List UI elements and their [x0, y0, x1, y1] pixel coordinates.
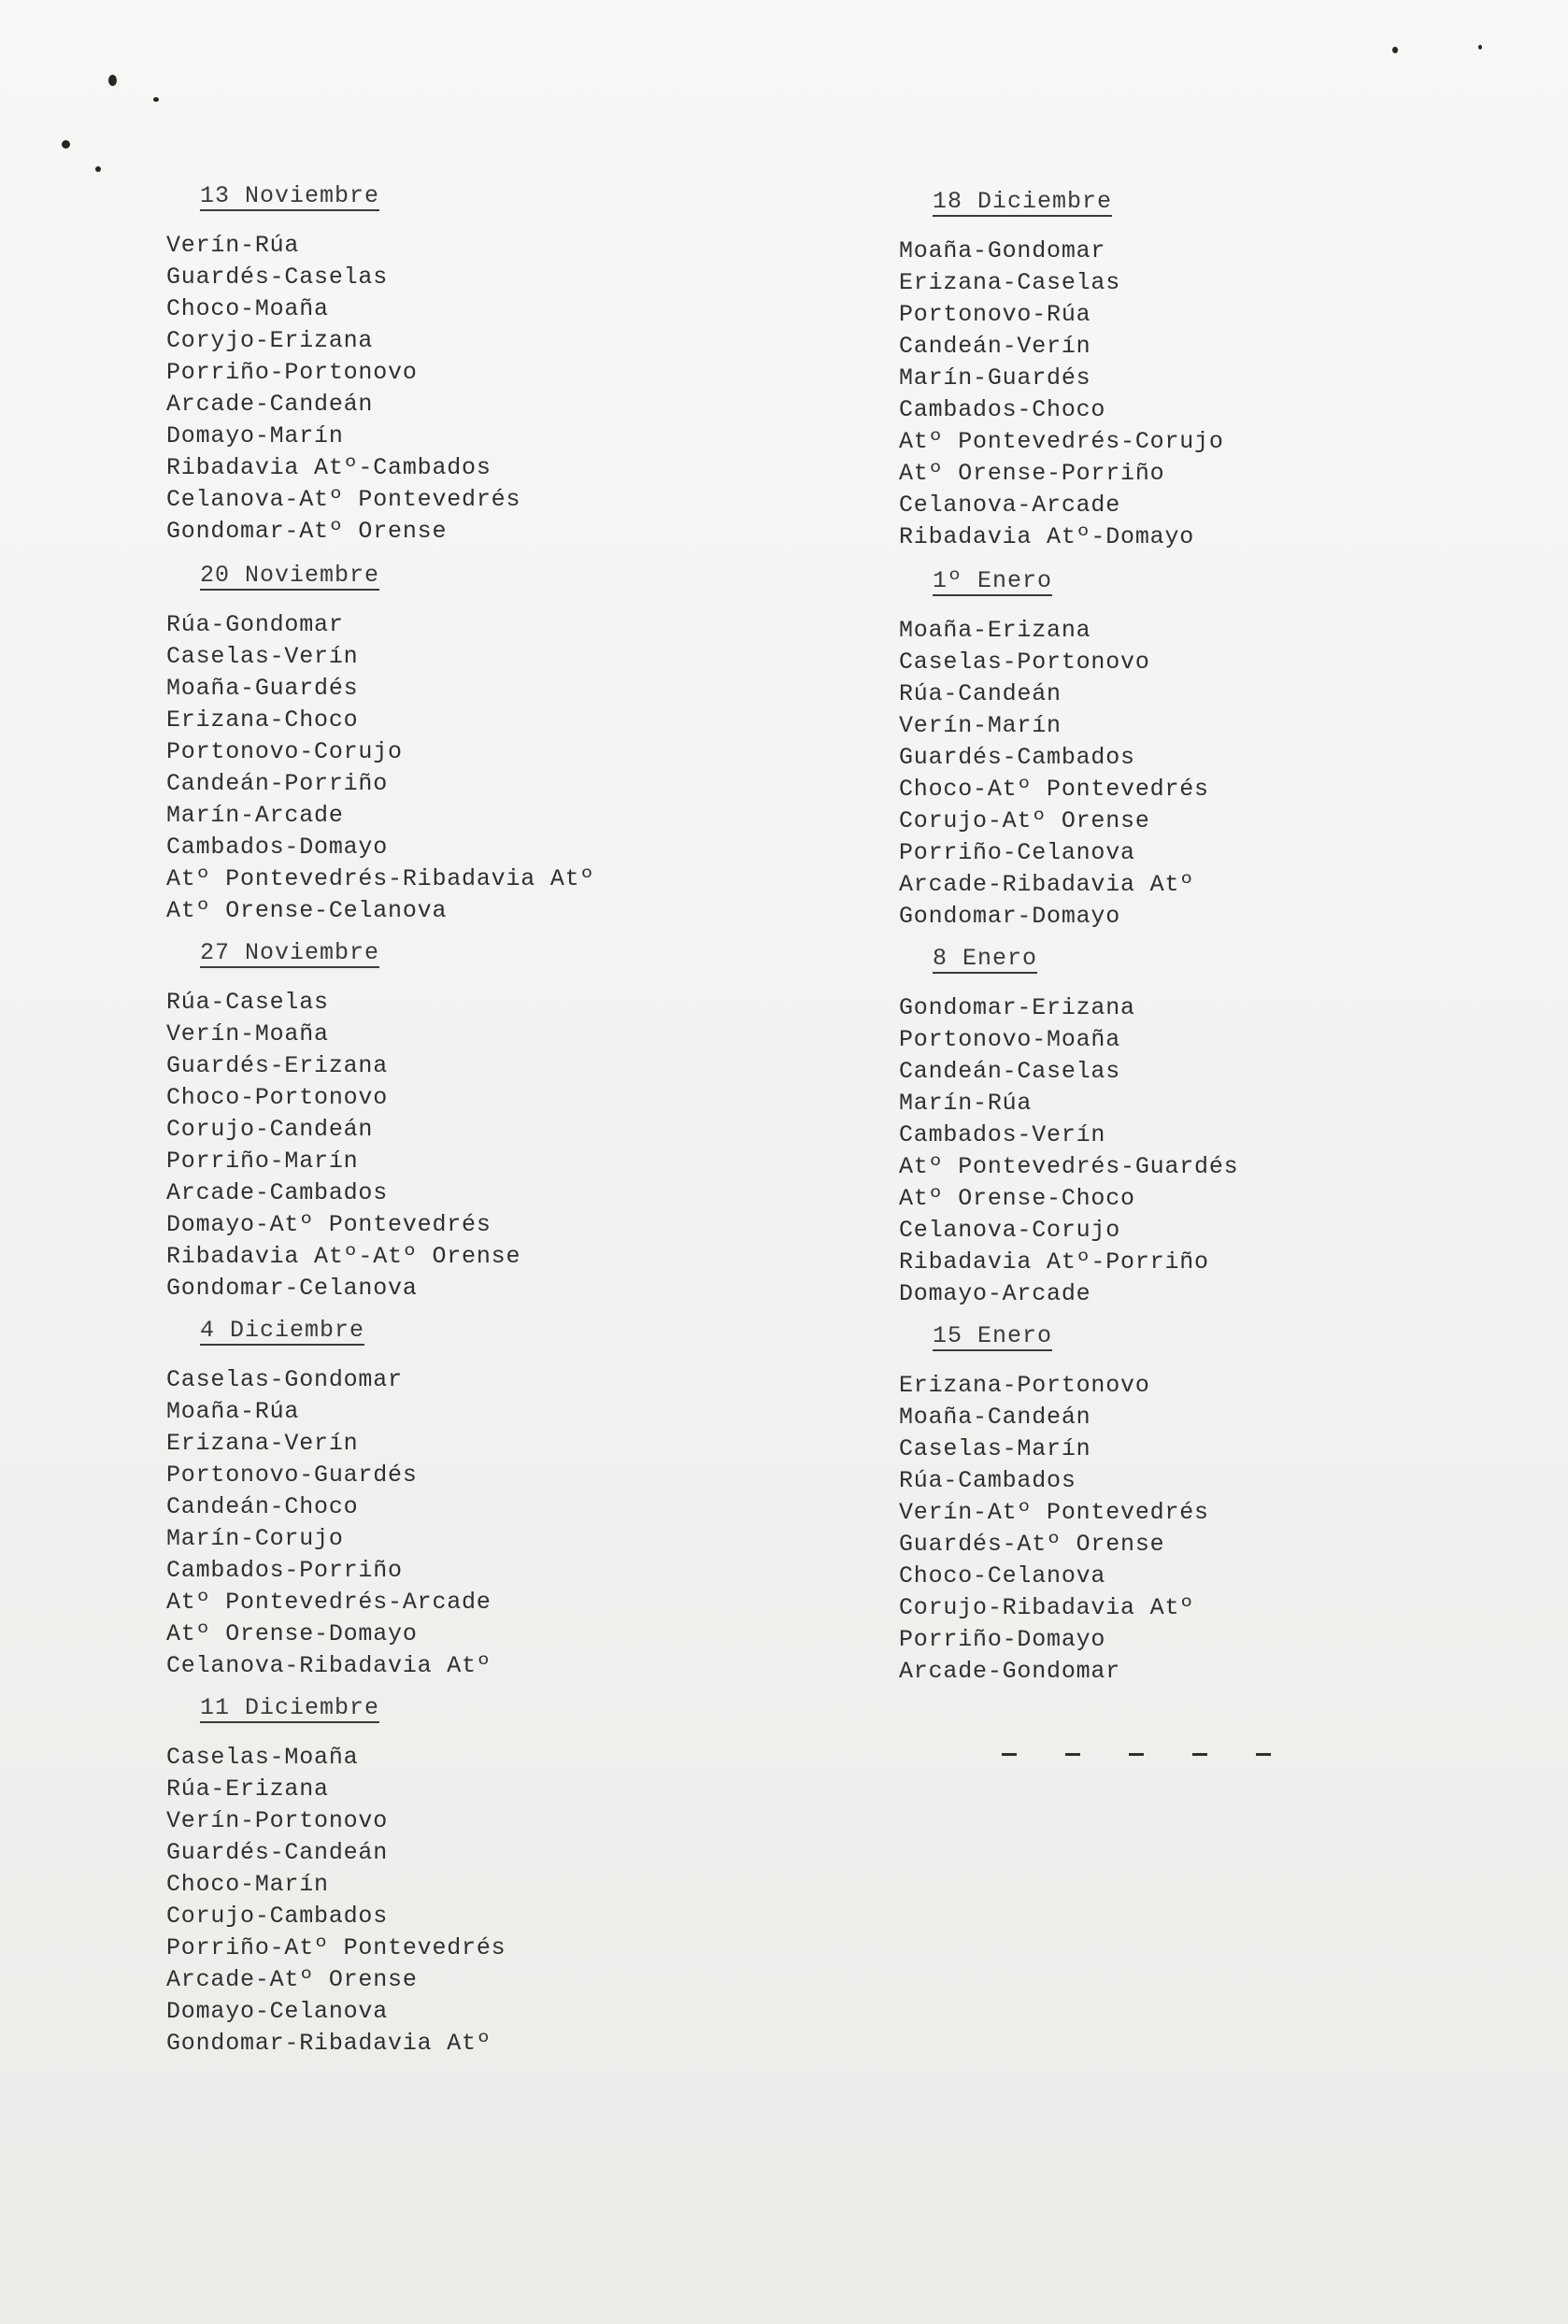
match-fixture: Corujo-Atº Orense — [899, 807, 1150, 834]
match-fixture: Porriño-Domayo — [899, 1626, 1106, 1653]
match-list — [166, 1364, 492, 1682]
match-list — [899, 1370, 1209, 1688]
match-fixture: Rúa-Caselas — [166, 989, 329, 1016]
match-fixture: Cambados-Verín — [899, 1121, 1106, 1148]
match-fixture: Erizana-Verín — [166, 1430, 359, 1457]
match-fixture: Celanova-Atº Pontevedrés — [166, 486, 521, 513]
match-fixture: Porriño-Portonovo — [166, 359, 418, 386]
match-fixture: Porriño-Atº Pontevedrés — [166, 1934, 506, 1961]
match-fixture: Portonovo-Guardés — [166, 1461, 418, 1489]
match-list — [899, 615, 1209, 933]
match-fixture: Choco-Marín — [166, 1871, 329, 1898]
match-fixture: Domayo-Atº Pontevedrés — [166, 1211, 492, 1238]
round-date-heading: 18 Diciembre — [933, 188, 1113, 215]
match-fixture: Arcade-Cambados — [166, 1179, 389, 1206]
match-fixture: Atº Pontevedrés-Arcade — [166, 1589, 492, 1616]
match-fixture: Atº Orense-Domayo — [166, 1620, 418, 1647]
match-fixture: Moaña-Rúa — [166, 1398, 300, 1425]
match-fixture: Verín-Portonovo — [166, 1807, 389, 1834]
match-fixture: Cambados-Domayo — [166, 834, 389, 861]
ink-speck — [95, 166, 101, 172]
match-fixture: Rúa-Erizana — [166, 1775, 329, 1803]
match-list — [899, 992, 1238, 1310]
match-fixture: Choco-Atº Pontevedrés — [899, 776, 1209, 803]
match-fixture: Ribadavia Atº-Atº Orense — [166, 1243, 521, 1270]
ink-speck — [108, 75, 117, 86]
match-fixture: Celanova-Corujo — [899, 1217, 1121, 1244]
match-fixture: Marín-Guardés — [899, 364, 1091, 392]
match-fixture: Arcade-Ribadavia Atº — [899, 871, 1195, 898]
match-fixture: Moaña-Candeán — [899, 1404, 1091, 1431]
match-fixture: Candeán-Porriño — [166, 770, 389, 797]
dash-mark — [1129, 1753, 1144, 1756]
match-fixture: Erizana-Portonovo — [899, 1372, 1150, 1399]
match-fixture: Ribadavia Atº-Cambados — [166, 454, 492, 481]
match-fixture: Coryjo-Erizana — [166, 327, 374, 354]
match-fixture: Marín-Arcade — [166, 802, 344, 829]
match-fixture: Celanova-Ribadavia Atº — [166, 1652, 492, 1679]
match-fixture: Guardés-Erizana — [166, 1052, 389, 1079]
ink-speck — [1478, 45, 1482, 50]
match-fixture: Porriño-Marín — [166, 1148, 359, 1175]
match-fixture: Marín-Rúa — [899, 1090, 1033, 1117]
match-fixture: Candeán-Caselas — [899, 1058, 1121, 1085]
ink-speck — [62, 140, 70, 149]
round-date-heading: 20 Noviembre — [200, 562, 380, 589]
ink-speck — [153, 97, 159, 102]
round-date-heading: 1º Enero — [933, 567, 1053, 594]
match-fixture: Portonovo-Moaña — [899, 1026, 1121, 1053]
round-date-heading: 8 Enero — [933, 945, 1038, 972]
match-fixture: Rúa-Candeán — [899, 680, 1062, 707]
match-fixture: Caselas-Portonovo — [899, 649, 1150, 676]
match-fixture: Gondomar-Domayo — [899, 903, 1121, 930]
match-fixture: Arcade-Candeán — [166, 391, 374, 418]
match-fixture: Caselas-Verín — [166, 643, 359, 670]
match-fixture: Atº Pontevedrés-Guardés — [899, 1153, 1239, 1180]
match-fixture: Moaña-Erizana — [899, 617, 1091, 644]
match-fixture: Gondomar-Celanova — [166, 1275, 418, 1302]
match-fixture: Guardés-Cambados — [899, 744, 1135, 771]
round-date-heading: 4 Diciembre — [200, 1317, 365, 1344]
match-fixture: Rúa-Cambados — [899, 1467, 1076, 1494]
dash-mark — [1065, 1753, 1080, 1756]
match-fixture: Corujo-Candeán — [166, 1116, 374, 1143]
match-fixture: Portonovo-Corujo — [166, 738, 403, 765]
match-fixture: Verín-Atº Pontevedrés — [899, 1499, 1209, 1526]
match-fixture: Atº Orense-Choco — [899, 1185, 1135, 1212]
match-fixture: Domayo-Celanova — [166, 1998, 389, 2025]
match-fixture: Domayo-Marín — [166, 422, 344, 449]
match-fixture: Atº Pontevedrés-Corujo — [899, 428, 1224, 455]
match-fixture: Celanova-Arcade — [899, 492, 1121, 519]
match-list — [166, 987, 520, 1305]
match-fixture: Choco-Portonovo — [166, 1084, 389, 1111]
match-fixture: Erizana-Caselas — [899, 269, 1121, 296]
match-fixture: Domayo-Arcade — [899, 1280, 1091, 1307]
match-fixture: Caselas-Moaña — [166, 1744, 359, 1771]
match-fixture: Candeán-Verín — [899, 333, 1091, 360]
dash-mark — [1002, 1753, 1017, 1756]
match-fixture: Atº Orense-Porriño — [899, 460, 1165, 487]
round-date-heading: 11 Diciembre — [200, 1694, 380, 1721]
match-fixture: Arcade-Gondomar — [899, 1658, 1121, 1685]
round-date-heading: 15 Enero — [933, 1322, 1053, 1349]
match-fixture: Choco-Moaña — [166, 295, 329, 322]
round-date-heading: 27 Noviembre — [200, 939, 380, 966]
match-fixture: Cambados-Choco — [899, 396, 1106, 423]
match-fixture: Erizana-Choco — [166, 706, 359, 734]
match-fixture: Atº Orense-Celanova — [166, 897, 448, 924]
match-list — [166, 609, 594, 927]
match-fixture: Gondomar-Erizana — [899, 994, 1135, 1021]
match-fixture: Ribadavia Atº-Domayo — [899, 523, 1195, 550]
match-fixture: Atº Pontevedrés-Ribadavia Atº — [166, 865, 595, 892]
match-fixture: Corujo-Cambados — [166, 1903, 389, 1930]
match-fixture: Moaña-Guardés — [166, 675, 359, 702]
ink-speck — [1392, 47, 1398, 53]
dash-mark — [1256, 1753, 1271, 1756]
match-fixture: Gondomar-Ribadavia Atº — [166, 2030, 492, 2057]
match-fixture: Cambados-Porriño — [166, 1557, 403, 1584]
match-fixture: Corujo-Ribadavia Atº — [899, 1594, 1195, 1621]
match-fixture: Portonovo-Rúa — [899, 301, 1091, 328]
match-fixture: Guardés-Caselas — [166, 264, 389, 291]
match-fixture: Porriño-Celanova — [899, 839, 1135, 866]
dash-mark — [1192, 1753, 1207, 1756]
match-fixture: Verín-Moaña — [166, 1020, 329, 1048]
match-fixture: Rúa-Gondomar — [166, 611, 344, 638]
match-fixture: Gondomar-Atº Orense — [166, 518, 448, 545]
match-fixture: Moaña-Gondomar — [899, 237, 1106, 264]
match-fixture: Verín-Marín — [899, 712, 1062, 739]
match-fixture: Candeán-Choco — [166, 1493, 359, 1520]
end-dashes — [1002, 1747, 1282, 1766]
match-list — [166, 230, 520, 548]
match-fixture: Choco-Celanova — [899, 1562, 1106, 1590]
match-fixture: Guardés-Candeán — [166, 1839, 389, 1866]
match-fixture: Caselas-Gondomar — [166, 1366, 403, 1393]
match-list — [899, 235, 1224, 553]
match-fixture: Caselas-Marín — [899, 1435, 1091, 1462]
round-date-heading: 13 Noviembre — [200, 182, 380, 209]
match-fixture: Arcade-Atº Orense — [166, 1966, 418, 1993]
match-fixture: Marín-Corujo — [166, 1525, 344, 1552]
match-fixture: Ribadavia Atº-Porriño — [899, 1248, 1209, 1276]
match-fixture: Verín-Rúa — [166, 232, 300, 259]
match-list — [166, 1742, 506, 2060]
match-fixture: Guardés-Atº Orense — [899, 1531, 1165, 1558]
